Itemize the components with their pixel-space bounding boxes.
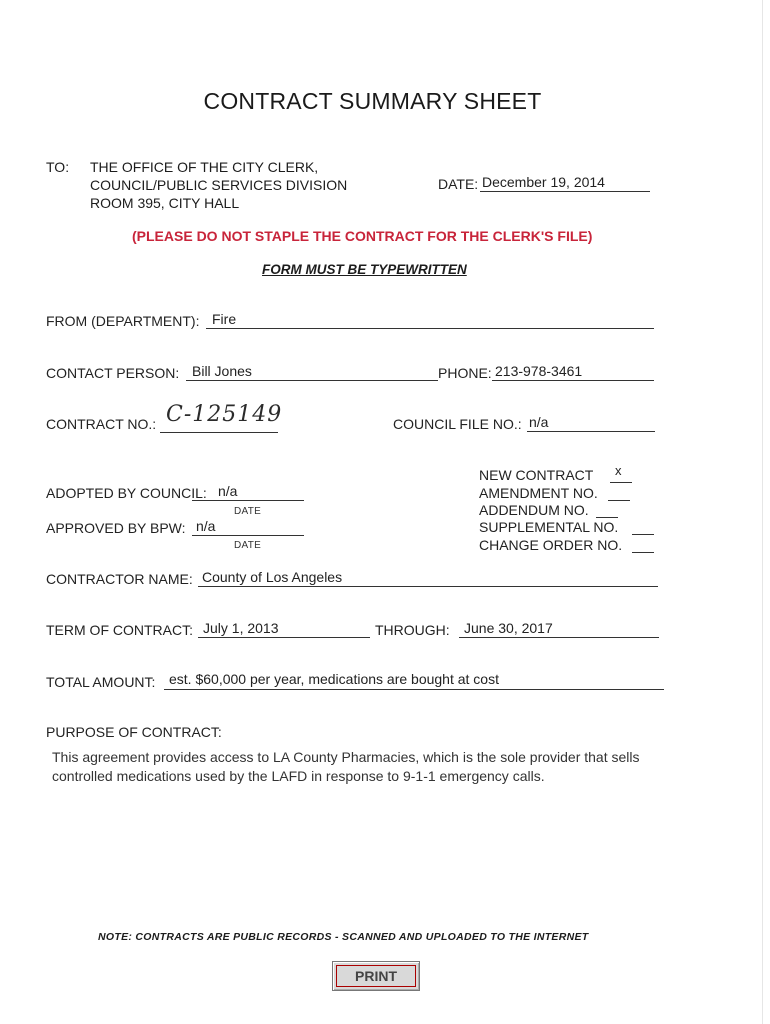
adopted-underline (192, 500, 304, 501)
date-label: DATE: (438, 176, 479, 192)
through-value[interactable]: June 30, 2017 (464, 620, 553, 636)
print-button[interactable] (332, 961, 420, 991)
contractor-underline (198, 586, 658, 587)
contract-no-label: CONTRACT NO.: (46, 416, 157, 432)
contact-underline (186, 380, 438, 381)
term-underline (198, 637, 370, 638)
to-label: TO: (46, 159, 70, 175)
new-contract-underline (610, 482, 632, 483)
new-contract-label: NEW CONTRACT (479, 467, 594, 483)
date-value[interactable]: December 19, 2014 (482, 174, 605, 190)
supplemental-underline (632, 534, 654, 535)
adopted-label: ADOPTED BY COUNCIL: (46, 485, 207, 501)
public-records-note: NOTE: CONTRACTS ARE PUBLIC RECORDS - SCANNED AND UPLOADED TO THE INTERNET (98, 931, 589, 943)
department-value[interactable]: Fire (212, 311, 237, 327)
typewritten-notice: FORM MUST BE TYPEWRITTEN (262, 262, 467, 277)
to-line-2: COUNCIL/PUBLIC SERVICES DIVISION (90, 177, 348, 193)
council-file-label: COUNCIL FILE NO.: (393, 416, 522, 432)
amount-label: TOTAL AMOUNT: (46, 674, 156, 690)
purpose-text[interactable]: This agreement provides access to LA County Pharmacies, which is the sole provider that sells controlled medications used by the LAFD in response to 9-1-1 emergency calls. (52, 749, 640, 784)
approved-label: APPROVED BY BPW: (46, 520, 186, 536)
contract-no-underline (160, 432, 278, 433)
scan-edge (762, 0, 763, 1024)
contractor-value[interactable]: County of Los Angeles (202, 569, 343, 585)
change-order-underline (632, 552, 654, 553)
amendment-underline (608, 500, 630, 501)
approved-underline (192, 535, 304, 536)
date-underline (480, 191, 650, 192)
addendum-underline (596, 517, 618, 518)
amount-value[interactable]: est. $60,000 per year, medications are bought at cost (169, 671, 499, 687)
through-underline (459, 637, 659, 638)
phone-value[interactable]: 213-978-3461 (495, 363, 583, 379)
through-label: THROUGH: (375, 622, 450, 638)
amendment-label: AMENDMENT NO. (479, 485, 598, 501)
purpose-label: PURPOSE OF CONTRACT: (46, 724, 222, 740)
term-value[interactable]: July 1, 2013 (203, 620, 279, 636)
term-label: TERM OF CONTRACT: (46, 622, 193, 638)
council-file-value[interactable]: n/a (529, 414, 549, 430)
phone-label: PHONE: (438, 365, 492, 381)
print-button-label: PRINT (355, 968, 397, 984)
contact-label: CONTACT PERSON: (46, 365, 180, 381)
page-title: CONTRACT SUMMARY SHEET (203, 88, 542, 114)
council-file-underline (527, 431, 655, 432)
phone-underline (492, 380, 654, 381)
contractor-label: CONTRACTOR NAME: (46, 571, 193, 587)
amount-underline (164, 689, 664, 690)
contact-value[interactable]: Bill Jones (192, 363, 252, 379)
to-line-3: ROOM 395, CITY HALL (90, 195, 240, 211)
to-line-1: THE OFFICE OF THE CITY CLERK, (90, 159, 319, 175)
staple-notice: (PLEASE DO NOT STAPLE THE CONTRACT FOR THE CLERK'S FILE) (132, 228, 593, 244)
change-order-label: CHANGE ORDER NO. (479, 537, 623, 553)
department-label: FROM (DEPARTMENT): (46, 313, 200, 329)
approved-date-caption: DATE (234, 540, 262, 551)
print-button-frame (336, 965, 416, 987)
new-contract-mark[interactable]: x (615, 463, 622, 478)
adopted-value[interactable]: n/a (218, 483, 238, 499)
contract-no-handwritten: C-125149 (166, 402, 283, 427)
supplemental-label: SUPPLEMENTAL NO. (479, 519, 619, 535)
addendum-label: ADDENDUM NO. (479, 502, 589, 518)
department-underline (206, 328, 654, 329)
adopted-date-caption: DATE (234, 506, 262, 517)
approved-value[interactable]: n/a (196, 518, 216, 534)
